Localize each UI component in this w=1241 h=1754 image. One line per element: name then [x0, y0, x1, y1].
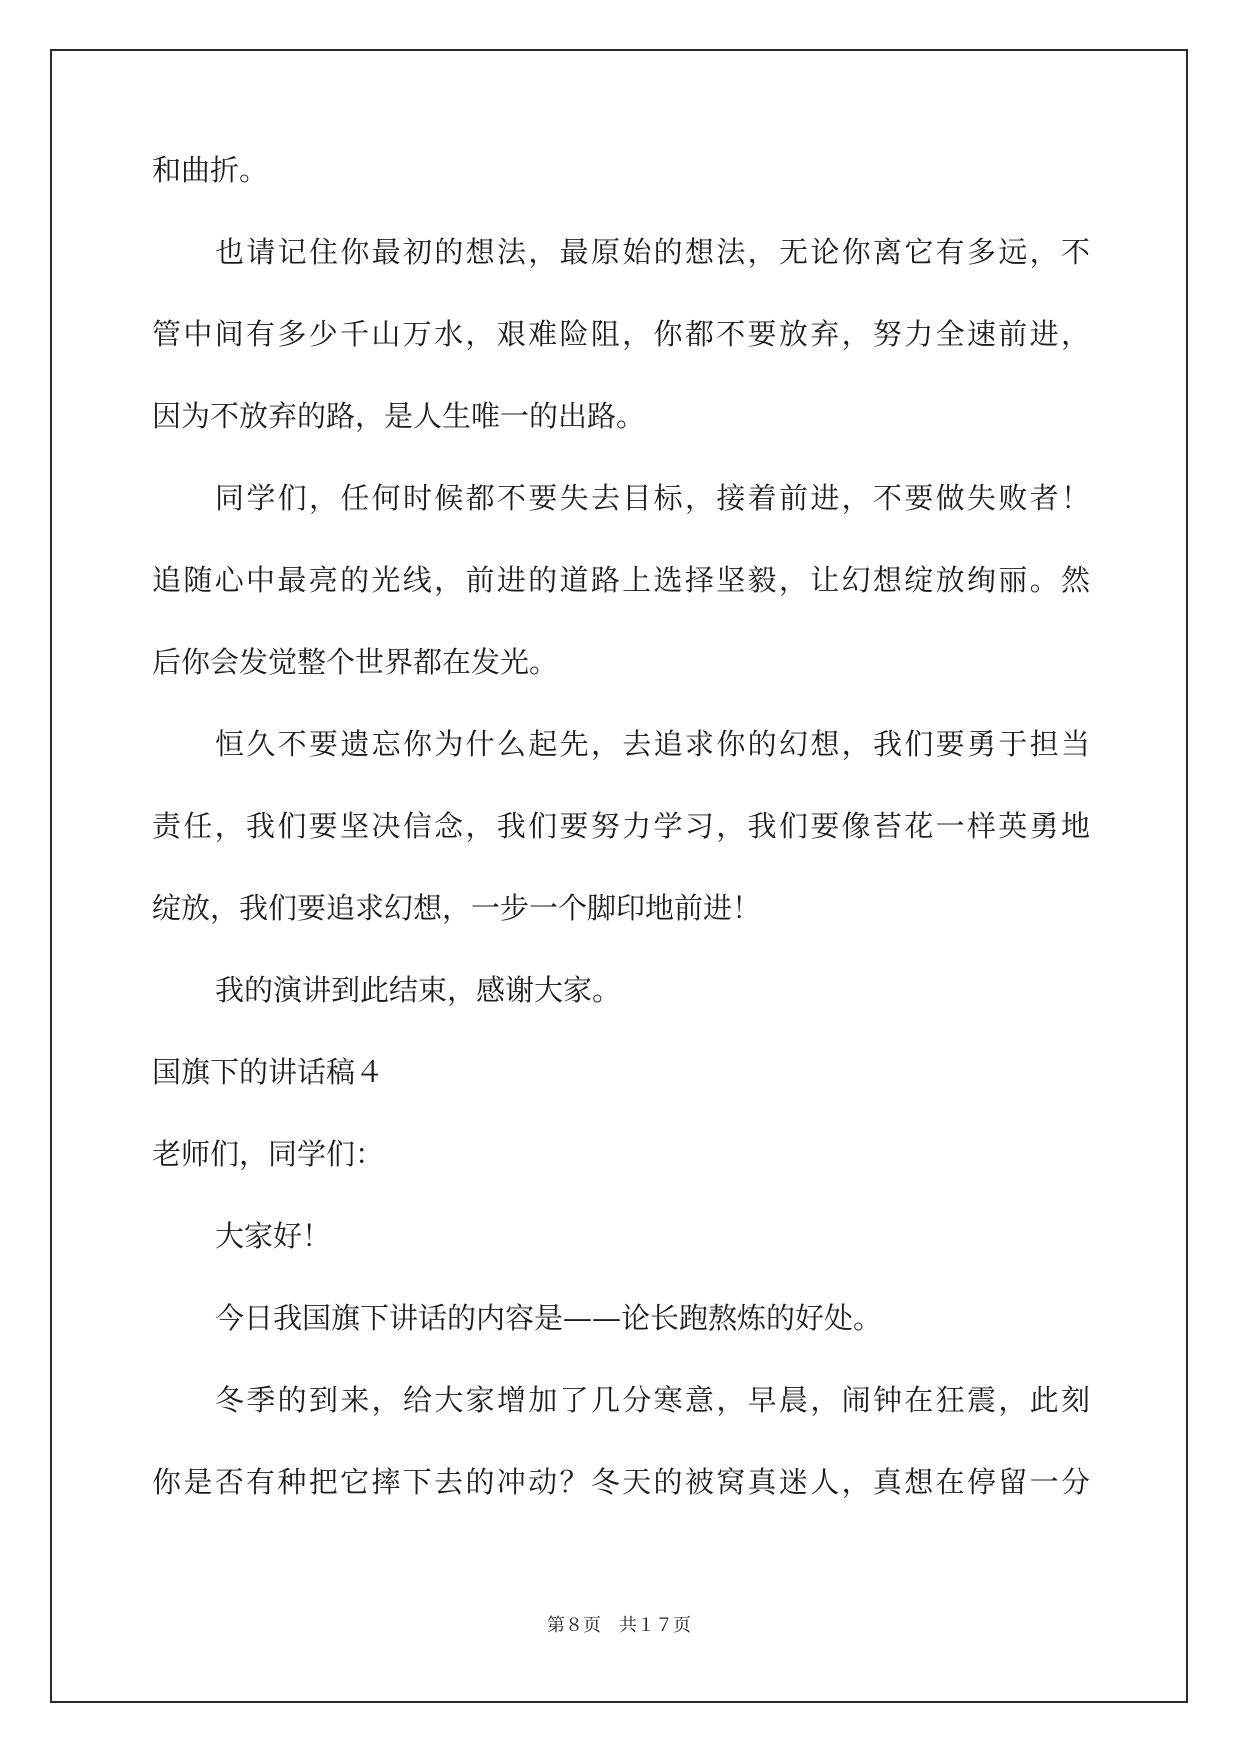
page-number-footer: 第８页 共１７页	[547, 1615, 691, 1636]
paragraph-line: 追随心中最亮的光线，前进的道路上选择坚毅，让幻想绽放绚丽。然	[152, 563, 1090, 597]
paragraph-line: 绽放，我们要追求幻想，一步一个脚印地前进！	[152, 891, 762, 925]
paragraph-line: 管中间有多少千山万水，艰难险阻，你都不要放弃，努力全速前进，	[152, 317, 1090, 351]
paragraph-line: 今日我国旗下讲话的内容是——论长跑熬炼的好处。	[215, 1301, 883, 1335]
paragraph-line: 也请记住你最初的想法，最原始的想法，无论你离它有多远，不	[215, 235, 1090, 269]
paragraph-line: 后你会发觉整个世界都在发光。	[152, 645, 559, 679]
page-border	[50, 49, 1188, 1703]
section-heading: 国旗下的讲话稿４	[152, 1055, 385, 1089]
paragraph-line: 我的演讲到此结束，感谢大家。	[215, 973, 622, 1007]
paragraph-line: 和曲折。	[152, 153, 269, 187]
paragraph-line: 恒久不要遗忘你为什么起先，去追求你的幻想，我们要勇于担当	[215, 727, 1090, 761]
paragraph-line: 因为不放弃的路，是人生唯一的出路。	[152, 399, 646, 433]
paragraph-line: 冬季的到来，给大家增加了几分寒意，早晨，闹钟在狂震，此刻	[215, 1383, 1090, 1417]
paragraph-line: 责任，我们要坚决信念，我们要努力学习，我们要像苔花一样英勇地	[152, 809, 1090, 843]
greeting: 大家好！	[215, 1219, 332, 1253]
salutation: 老师们，同学们：	[152, 1137, 385, 1171]
paragraph-line: 同学们，任何时候都不要失去目标，接着前进，不要做失败者！	[215, 481, 1090, 515]
paragraph-line: 你是否有种把它摔下去的冲动？冬天的被窝真迷人，真想在停留一分	[152, 1465, 1090, 1499]
